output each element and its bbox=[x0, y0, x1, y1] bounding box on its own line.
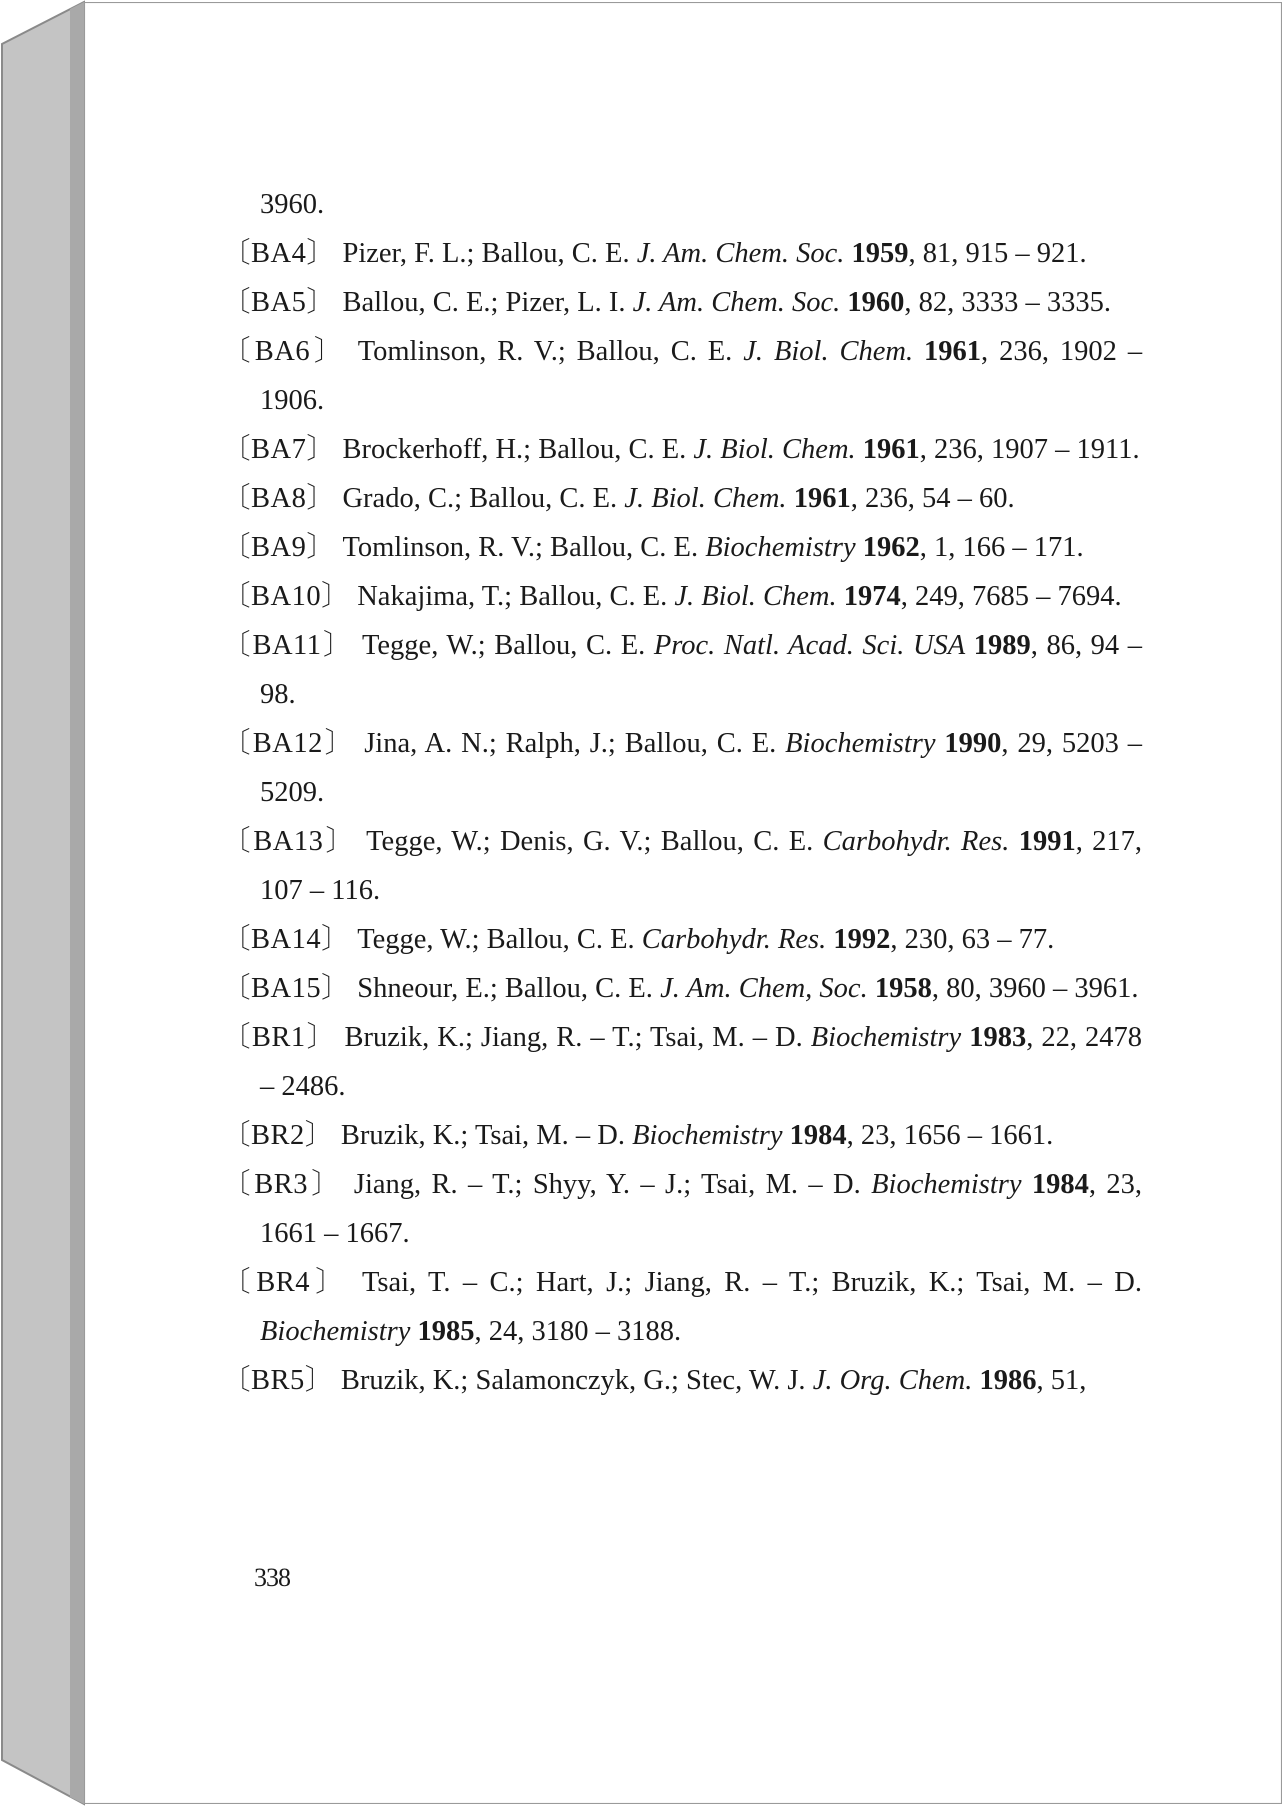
reference-entry: 〔BA6〕 Tomlinson, R. V.; Ballou, C. E. J. Biol. Chem. 1961, 236, 1902 – 1906. bbox=[222, 336, 1143, 416]
reference-entry: 〔BR4〕 Tsai, T. – C.; Hart, J.; Jiang, R. – T.; Bruzik, K.; Tsai, M. – D. Biochemistry 1985, 24, 3180 – 3188. bbox=[222, 1267, 1142, 1347]
reference-entry: 〔BR1〕 Bruzik, K.; Jiang, R. – T.; Tsai, M. – D. Biochemistry 1983, 22, 2478 – 2486. bbox=[222, 1022, 1142, 1102]
reference-journal: Biochemistry bbox=[871, 1169, 1022, 1200]
reference-year: 1985 bbox=[417, 1316, 475, 1347]
reference-entries bbox=[222, 229, 1142, 1405]
reference-journal: Biochemistry bbox=[705, 532, 856, 563]
reference-journal: J. Am. Chem, Soc. bbox=[660, 973, 868, 1004]
reference-volume: 249 bbox=[915, 581, 958, 612]
reference-entry: 〔BA13〕 Tegge, W.; Denis, G. V.; Ballou, C. E. Carbohydr. Res. 1991, 217, 107 – 116. bbox=[222, 826, 1143, 906]
reference-journal: J. Am. Chem. Soc. bbox=[636, 238, 845, 269]
reference-authors: Nakajima, T.; Ballou, C. E. bbox=[357, 581, 668, 612]
reference-label: 〔BA6〕 bbox=[222, 336, 347, 367]
reference-volume: 1 bbox=[933, 532, 949, 563]
reference-label: 〔BA13〕 bbox=[222, 826, 357, 857]
reference-label: 〔BA14〕 bbox=[222, 924, 351, 955]
reference-volume: 23 bbox=[860, 1120, 890, 1151]
reference-pages: 107 – 116. bbox=[260, 875, 381, 906]
reference-year: 1989 bbox=[973, 630, 1031, 661]
reference-journal: J. Biol. Chem. bbox=[674, 581, 837, 612]
reference-volume: 236 bbox=[864, 483, 908, 514]
reference-journal: Biochemistry bbox=[785, 728, 936, 759]
reference-journal: J. Am. Chem. Soc. bbox=[632, 287, 841, 318]
reference-pages: 54 – 60. bbox=[921, 483, 1015, 514]
reference-authors: Jina, A. N.; Ralph, J.; Ballou, C. E. bbox=[364, 728, 777, 759]
reference-authors: Ballou, C. E.; Pizer, L. I. bbox=[342, 287, 626, 318]
reference-entry: 〔BR3〕 Jiang, R. – T.; Shyy, Y. – J.; Tsai, M. – D. Biochemistry 1984, 23, 1661 – 1667. bbox=[222, 1169, 1143, 1249]
reference-volume: 236 bbox=[934, 434, 977, 465]
reference-label: 〔BA4〕 bbox=[222, 238, 336, 269]
reference-year: 1990 bbox=[944, 728, 1002, 759]
reference-authors: Shneour, E.; Ballou, C. E. bbox=[357, 973, 653, 1004]
reference-year: 1986 bbox=[979, 1365, 1037, 1396]
reference-volume: 22 bbox=[1041, 1022, 1070, 1053]
reference-year: 1961 bbox=[862, 434, 920, 465]
reference-label: 〔BR2〕 bbox=[222, 1120, 334, 1151]
reference-volume: 24 bbox=[488, 1316, 518, 1347]
reference-list bbox=[222, 180, 1142, 1405]
reference-pages: 5203 – 5209. bbox=[260, 728, 1143, 808]
reference-volume: 23 bbox=[1106, 1169, 1135, 1200]
reference-label: 〔BA11〕 bbox=[222, 630, 354, 661]
reference-journal: Biochemistry bbox=[810, 1022, 962, 1053]
reference-journal: J. Biol. Chem. bbox=[624, 483, 787, 514]
reference-authors: Tsai, T. – C.; Hart, J.; Jiang, R. – T.; Bruzik, K.; Tsai, M. – D. bbox=[361, 1267, 1142, 1298]
reference-volume: 86 bbox=[1046, 630, 1075, 661]
reference-authors: Bruzik, K.; Salamonczyk, G.; Stec, W. J. bbox=[340, 1365, 806, 1396]
reference-pages: 63 – 77. bbox=[961, 924, 1055, 955]
reference-label: 〔BA7〕 bbox=[222, 434, 336, 465]
reference-volume: 217 bbox=[1092, 826, 1135, 857]
reference-authors: Tegge, W.; Ballou, C. E. bbox=[361, 630, 646, 661]
reference-journal: Biochemistry bbox=[632, 1120, 783, 1151]
reference-authors: Grado, C.; Ballou, C. E. bbox=[342, 483, 618, 514]
reference-pages: 7685 – 7694. bbox=[972, 581, 1122, 612]
reference-pages: 166 – 171. bbox=[962, 532, 1084, 563]
reference-entry: 〔BA5〕 Ballou, C. E.; Pizer, L. I. J. Am. Chem. Soc. 1960, 82, 3333 – 3335. bbox=[222, 287, 1112, 318]
reference-label: 〔BA8〕 bbox=[222, 483, 336, 514]
reference-entry: 〔BA7〕 Brockerhoff, H.; Ballou, C. E. J. Biol. Chem. 1961, 236, 1907 – 1911. bbox=[222, 434, 1140, 465]
reference-year: 1959 bbox=[851, 238, 909, 269]
reference-volume: 82 bbox=[918, 287, 948, 318]
reference-authors: Bruzik, K.; Tsai, M. – D. bbox=[340, 1120, 625, 1151]
reference-volume: 29 bbox=[1017, 728, 1046, 759]
reference-authors: Tegge, W.; Ballou, C. E. bbox=[357, 924, 635, 955]
reference-journal: Carbohydr. Res. bbox=[822, 826, 1010, 857]
reference-authors: Jiang, R. – T.; Shyy, Y. – J.; Tsai, M. – D. bbox=[353, 1169, 861, 1200]
reference-entry: 〔BA4〕 Pizer, F. L.; Ballou, C. E. J. Am. Chem. Soc. 1959, 81, 915 – 921. bbox=[222, 238, 1087, 269]
reference-label: 〔BA9〕 bbox=[222, 532, 336, 563]
reference-label: 〔BR1〕 bbox=[222, 1022, 337, 1053]
reference-label: 〔BR3〕 bbox=[222, 1169, 344, 1200]
reference-volume: 81 bbox=[922, 238, 952, 269]
reference-pages: 1656 – 1661. bbox=[903, 1120, 1054, 1151]
reference-year: 1961 bbox=[924, 336, 982, 367]
book-spine bbox=[0, 0, 90, 1806]
reference-year: 1984 bbox=[789, 1120, 847, 1151]
reference-entry: 〔BA8〕 Grado, C.; Ballou, C. E. J. Biol. Chem. 1961, 236, 54 – 60. bbox=[222, 483, 1015, 514]
reference-pages: 1907 – 1911. bbox=[991, 434, 1140, 465]
reference-pages: 1902 – 1906. bbox=[260, 336, 1143, 416]
reference-entry: 〔BA12〕 Jina, A. N.; Ralph, J.; Ballou, C. E. Biochemistry 1990, 29, 5203 – 5209. bbox=[222, 728, 1143, 808]
reference-label: 〔BR5〕 bbox=[222, 1365, 334, 1396]
continuation-line: 3960. bbox=[260, 189, 325, 220]
reference-entry: 〔BA14〕 Tegge, W.; Ballou, C. E. Carbohydr. Res. 1992, 230, 63 – 77. bbox=[222, 924, 1055, 955]
reference-year: 1958 bbox=[874, 973, 932, 1004]
reference-entry: 〔BA10〕 Nakajima, T.; Ballou, C. E. J. Biol. Chem. 1974, 249, 7685 – 7694. bbox=[222, 581, 1122, 612]
reference-year: 1960 bbox=[847, 287, 905, 318]
reference-year: 1991 bbox=[1018, 826, 1076, 857]
reference-year: 1992 bbox=[833, 924, 891, 955]
reference-label: 〔BR4〕 bbox=[222, 1267, 350, 1298]
reference-year: 1961 bbox=[793, 483, 851, 514]
reference-authors: Tomlinson, R. V.; Ballou, C. E. bbox=[357, 336, 733, 367]
reference-journal: J. Org. Chem. bbox=[812, 1365, 973, 1396]
reference-label: 〔BA15〕 bbox=[222, 973, 351, 1004]
reference-label: 〔BA10〕 bbox=[222, 581, 351, 612]
reference-authors: Bruzik, K.; Jiang, R. – T.; Tsai, M. – D. bbox=[344, 1022, 803, 1053]
reference-authors: Pizer, F. L.; Ballou, C. E. bbox=[342, 238, 630, 269]
reference-year: 1984 bbox=[1031, 1169, 1089, 1200]
reference-journal: Biochemistry bbox=[260, 1316, 411, 1347]
reference-entry: 〔BA11〕 Tegge, W.; Ballou, C. E. Proc. Natl. Acad. Sci. USA 1989, 86, 94 – 98. bbox=[222, 630, 1142, 710]
reference-pages: 1661 – 1667. bbox=[260, 1218, 410, 1249]
reference-pages: 2478 – 2486. bbox=[260, 1022, 1142, 1102]
reference-authors: Brockerhoff, H.; Ballou, C. E. bbox=[342, 434, 687, 465]
reference-pages: 94 – 98. bbox=[260, 630, 1142, 710]
reference-volume: 236 bbox=[999, 336, 1042, 367]
reference-pages: 3333 – 3335. bbox=[961, 287, 1112, 318]
reference-entry: 〔BR5〕 Bruzik, K.; Salamonczyk, G.; Stec, W. J. J. Org. Chem. 1986, 51, bbox=[222, 1365, 1087, 1396]
reference-entry: 〔BR2〕 Bruzik, K.; Tsai, M. – D. Biochemistry 1984, 23, 1656 – 1661. bbox=[222, 1120, 1054, 1151]
reference-volume: 230 bbox=[904, 924, 948, 955]
reference-year: 1983 bbox=[969, 1022, 1027, 1053]
reference-authors: Tegge, W.; Denis, G. V.; Ballou, C. E. bbox=[366, 826, 814, 857]
reference-label: 〔BA12〕 bbox=[222, 728, 356, 759]
reference-entry: 〔BA9〕 Tomlinson, R. V.; Ballou, C. E. Biochemistry 1962, 1, 166 – 171. bbox=[222, 532, 1084, 563]
reference-year: 1974 bbox=[843, 581, 901, 612]
reference-year: 1962 bbox=[862, 532, 920, 563]
reference-journal: Carbohydr. Res. bbox=[641, 924, 827, 955]
reference-volume: 51 bbox=[1050, 1365, 1080, 1396]
reference-pages: 3180 – 3188. bbox=[531, 1316, 682, 1347]
reference-volume: 80 bbox=[946, 973, 975, 1004]
reference-journal: J. Biol. Chem. bbox=[743, 336, 914, 367]
reference-label: 〔BA5〕 bbox=[222, 287, 336, 318]
reference-entry: 〔BA15〕 Shneour, E.; Ballou, C. E. J. Am. Chem, Soc. 1958, 80, 3960 – 3961. bbox=[222, 973, 1139, 1004]
reference-journal: Proc. Natl. Acad. Sci. USA bbox=[653, 630, 966, 661]
page-number: 338 bbox=[254, 1563, 290, 1592]
reference-pages: 915 – 921. bbox=[965, 238, 1087, 269]
reference-journal: J. Biol. Chem. bbox=[693, 434, 856, 465]
reference-pages: 3960 – 3961. bbox=[988, 973, 1139, 1004]
reference-authors: Tomlinson, R. V.; Ballou, C. E. bbox=[342, 532, 699, 563]
